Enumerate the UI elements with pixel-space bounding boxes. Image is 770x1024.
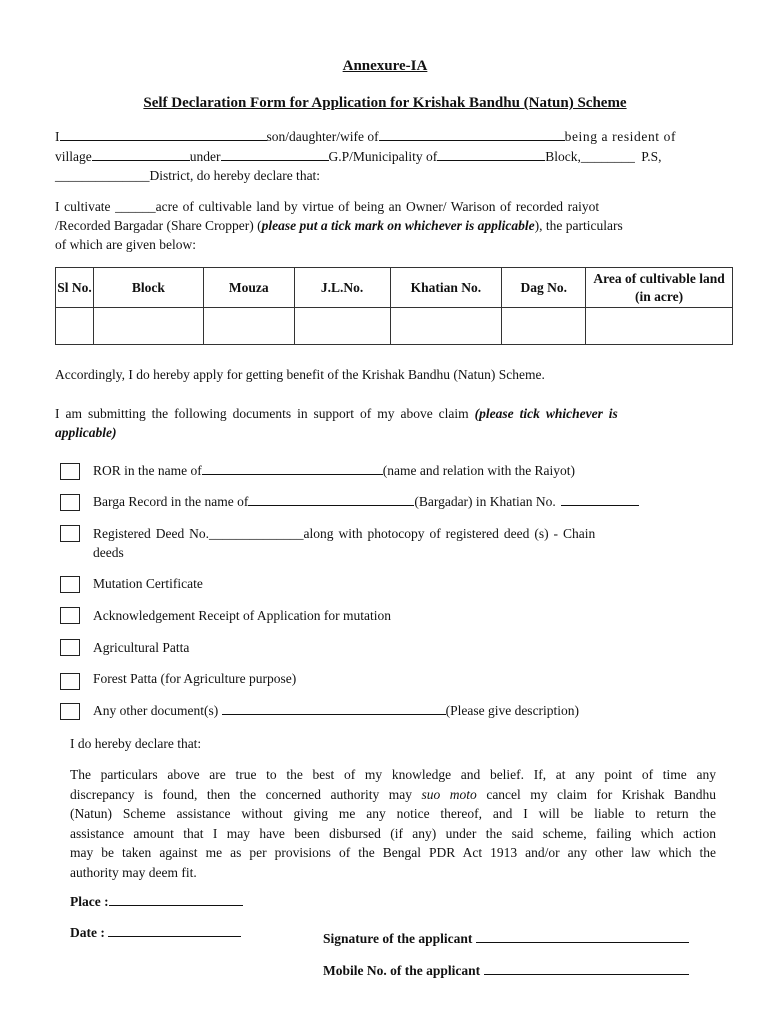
table-cell[interactable] (502, 308, 586, 345)
signature-field[interactable] (476, 929, 689, 943)
place-row (70, 892, 243, 911)
declaration-text: under (189, 149, 221, 164)
particulars-paragraph (70, 765, 716, 882)
declaration-text: being a resident of (564, 129, 677, 144)
mobile-field[interactable] (484, 961, 689, 975)
cultivate-line-1 (55, 197, 717, 217)
table-cell[interactable] (586, 308, 733, 345)
column-header-dag-no: Dag No. (502, 268, 586, 308)
date-label: Date : (70, 925, 105, 940)
declaration-text: son/daughter/wife of (266, 129, 379, 144)
mobile-row (323, 961, 689, 980)
declaration-text: Block,________ P.S, (545, 149, 662, 164)
other-document-checkbox[interactable] (60, 703, 80, 720)
cultivate-text: /Recorded Bargadar (Share Cropper) ( (55, 218, 262, 233)
declaration-text: village (55, 149, 92, 164)
table-cell[interactable] (390, 308, 502, 345)
particulars-line: assistance amount that I may have been disbursed (if any) under the said scheme, failing which action (70, 825, 716, 841)
mobile-label: Mobile No. of the applicant (323, 963, 481, 978)
suo-moto-text: suo moto (421, 786, 477, 802)
doc-registered-deed-cont: deeds (93, 545, 124, 560)
khatian-no-field[interactable] (561, 492, 639, 506)
doc-label: (Please give description) (445, 703, 580, 718)
municipality-field[interactable] (437, 147, 545, 161)
doc-label: Barga Record in the name of (93, 494, 249, 509)
form-title: Self Declaration Form for Application for Krishak Bandhu (Natun) Scheme (143, 95, 627, 111)
column-header-area: Area of cultivable land (in acre) (586, 268, 733, 308)
declaration-text: G.P/Municipality of (328, 149, 438, 164)
particulars-text: discrepancy is found, then the concerned authority may (70, 786, 413, 802)
other-document-field[interactable] (222, 701, 446, 715)
doc-label: ROR in the name of (93, 463, 202, 478)
cultivate-text: I cultivate (55, 199, 111, 214)
doc-label: (name and relation with the Raiyot) (382, 463, 576, 478)
gp-field[interactable] (221, 147, 329, 161)
tick-instruction: please put a tick mark on whichever is applicable (261, 218, 535, 233)
applicant-name-field[interactable] (60, 127, 267, 141)
particulars-line (70, 785, 716, 805)
doc-acknowledgement-receipt: Acknowledgement Receipt of Application for mutation (93, 608, 392, 623)
column-header-khatian-no: Khatian No. (390, 268, 502, 308)
declare-heading: I do hereby declare that: (70, 736, 202, 751)
guardian-name-field[interactable] (379, 127, 565, 141)
place-field[interactable] (109, 892, 243, 906)
ror-checkbox[interactable] (60, 463, 80, 480)
village-field[interactable] (92, 147, 190, 161)
signature-label: Signature of the applicant (323, 931, 473, 946)
tick-instruction: (please tick whichever is (474, 406, 618, 421)
cultivate-line-3: of which are given below: (55, 237, 196, 252)
doc-mutation-certificate: Mutation Certificate (93, 576, 203, 591)
doc-label: (Bargadar) in Khatian No. (414, 494, 556, 509)
column-header-block: Block (93, 268, 203, 308)
signature-row (323, 929, 689, 948)
doc-registered-deed: Registered Deed No.______________along with photocopy of registered deed (s) - Chain (93, 526, 596, 541)
apply-statement: Accordingly, I do hereby apply for getting benefit of the Krishak Bandhu (Natun) Scheme. (55, 367, 545, 382)
barga-record-checkbox[interactable] (60, 494, 80, 511)
place-label: Place : (70, 894, 109, 909)
table-header-row (56, 268, 733, 308)
declaration-text: I (55, 129, 60, 144)
declaration-line-1 (55, 127, 717, 147)
submitting-line-1 (55, 404, 717, 424)
doc-forest-patta: Forest Patta (for Agriculture purpose) (93, 671, 297, 686)
doc-ror (93, 461, 575, 480)
particulars-line: (Natun) Scheme assistance without giving me any notice thereof, and I will be liable to return the (70, 806, 716, 821)
form-annexure-title: Annexure-IA (342, 58, 428, 74)
table-cell[interactable] (93, 308, 203, 345)
table-cell[interactable] (294, 308, 390, 345)
registered-deed-checkbox[interactable] (60, 525, 80, 542)
particulars-line: may be taken against me as per provisions of the Bengal PDR Act 1913 and/or any other law which the (70, 845, 716, 860)
table-cell[interactable] (56, 308, 94, 345)
bargadar-name-field[interactable] (248, 492, 414, 506)
table-cell[interactable] (203, 308, 294, 345)
cultivate-text: ), the particulars (534, 218, 623, 233)
column-header-mouza: Mouza (203, 268, 294, 308)
ror-name-field[interactable] (202, 461, 383, 475)
doc-other (93, 701, 579, 720)
cultivate-text: ______acre of cultivable land by virtue of being an Owner/ Warison of recorded raiyot (115, 199, 600, 214)
agricultural-patta-checkbox[interactable] (60, 639, 80, 656)
particulars-line: authority may deem fit. (70, 864, 197, 880)
date-row (70, 923, 241, 942)
column-header-jl-no: J.L.No. (294, 268, 390, 308)
doc-barga-record (93, 492, 639, 511)
forest-patta-checkbox[interactable] (60, 673, 80, 690)
cultivate-line-2 (55, 216, 717, 236)
mutation-certificate-checkbox[interactable] (60, 576, 80, 593)
acknowledgement-receipt-checkbox[interactable] (60, 607, 80, 624)
table-row (56, 308, 733, 345)
land-particulars-table (55, 267, 733, 345)
doc-label: Any other document(s) (93, 703, 219, 718)
declaration-line-2 (55, 147, 717, 167)
doc-agricultural-patta: Agricultural Patta (93, 640, 190, 655)
submitting-text: I am submitting the following documents in support of my above claim (55, 406, 469, 421)
submitting-line-2: applicable) (55, 425, 117, 440)
particulars-line: The particulars above are true to the best of my knowledge and belief. If, at any point of time any (70, 767, 716, 782)
declaration-line-3: ______________District, do hereby declare that: (55, 168, 321, 183)
date-field[interactable] (108, 923, 241, 937)
column-header-sl-no: Sl No. (56, 268, 94, 308)
particulars-text: cancel my claim for Krishak Bandhu (486, 786, 717, 802)
